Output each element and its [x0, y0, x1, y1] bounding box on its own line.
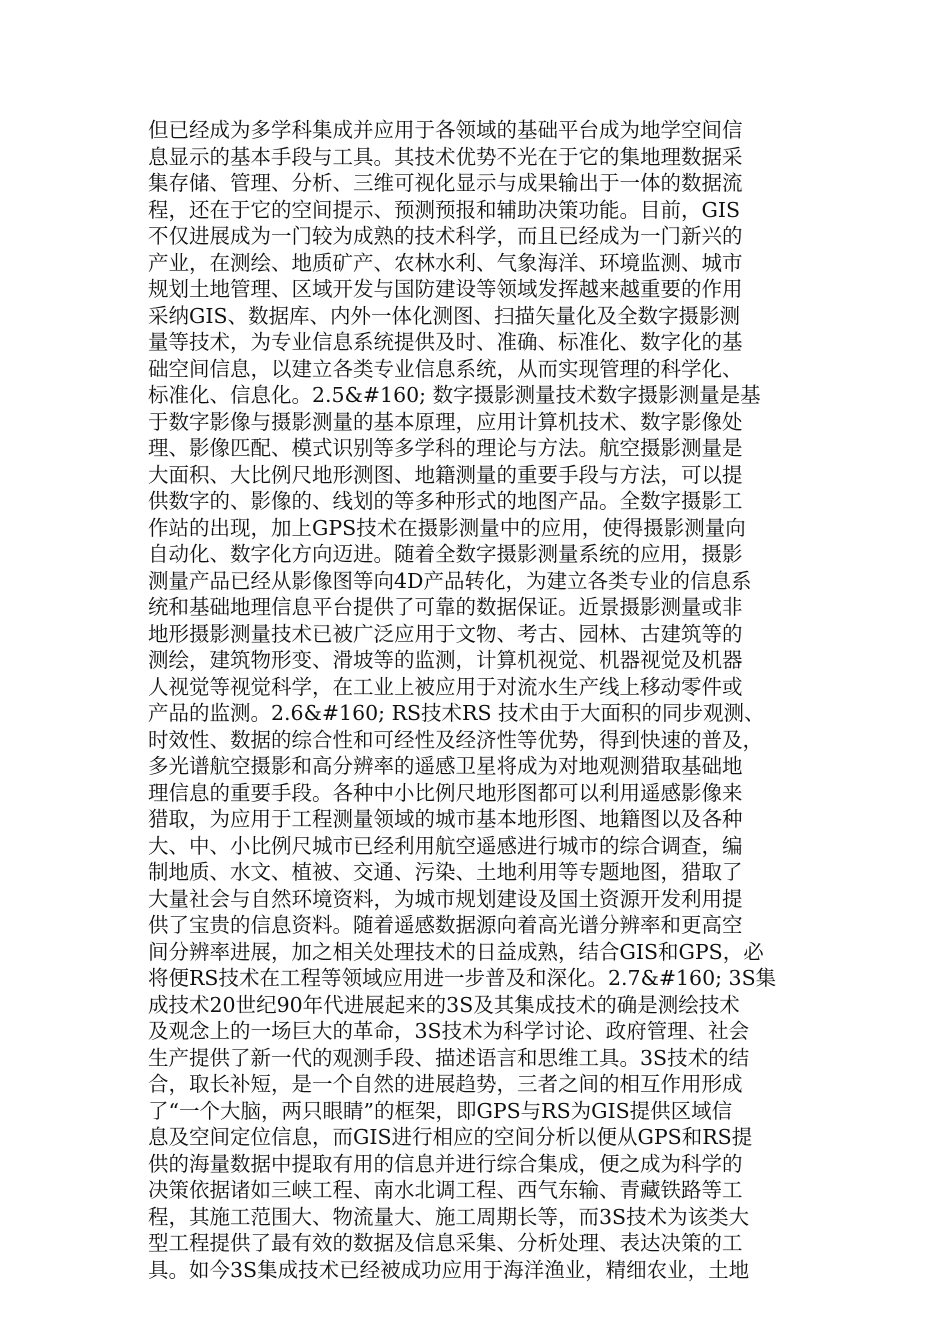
- text-line-44: 具。如今3S集成技术已经被成功应用于海洋渔业，精细农业，土地: [148, 1257, 750, 1282]
- text-line-32: 间分辨率进展，加之相关处理技术的日益成熟，结合GIS和GPS，必: [148, 939, 764, 964]
- text-line-34: 成技术20世纪90年代进展起来的3S及其集成技术的确是测绘技术: [148, 992, 740, 1017]
- text-line-27: 猎取，为应用于工程测量领域的城市基本地形图、地籍图以及各种: [148, 807, 743, 831]
- text-line-14: 大面积、大比例尺地形测图、地籍测量的重要手段与方法，可以提: [148, 462, 743, 487]
- text-line-33: 将便RS技术在工程等领域应用进一步普及和深化。2.7&#160; 3S集: [148, 966, 777, 990]
- text-line-42: 程，其施工范围大、物流量大、施工周期长等，而3S技术为该类大: [148, 1204, 750, 1229]
- text-line-40: 供的海量数据中提取有用的信息并进行综合集成，便之成为科学的: [148, 1151, 743, 1176]
- text-line-25: 多光谱航空摄影和高分辨率的遥感卫星将成为对地观测猎取基础地: [148, 754, 743, 778]
- text-line-7: 规划土地管理、区域开发与国防建设等领域发挥越来越重要的作用: [148, 277, 743, 301]
- text-line-22: 人视觉等视觉科学，在工业上被应用于对流水生产线上移动零件或: [148, 674, 743, 699]
- text-line-18: 测量产品已经从影像图等向4D产品转化，为建立各类专业的信息系: [148, 568, 752, 593]
- text-line-13: 理、影像匹配、模式识别等多学科的理论与方法。航空摄影测量是: [148, 436, 743, 460]
- text-line-39: 息及空间定位信息，而GIS进行相应的空间分析以便从GPS和RS提: [148, 1125, 753, 1149]
- text-line-23: 产品的监测。2.6&#160; RS技术RS 技术由于大面积的同步观测、: [148, 701, 765, 725]
- text-line-17: 自动化、数字化方向迈进。随着全数字摄影测量系统的应用，摄影: [148, 542, 743, 566]
- text-line-10: 础空间信息，以建立各类专业信息系统，从而实现管理的科学化、: [148, 356, 743, 381]
- text-line-36: 生产提供了新一代的观测手段、描述语言和思维工具。3S技术的结: [148, 1045, 750, 1070]
- text-line-19: 统和基础地理信息平台提供了可靠的数据保证。近景摄影测量或非: [148, 595, 743, 619]
- text-line-2: 息显示的基本手段与工具。其技术优势不光在于它的集地理数据采: [148, 144, 743, 169]
- text-line-4: 程，还在于它的空间提示、预测预报和辅助决策功能。目前，GIS: [148, 197, 741, 222]
- text-line-6: 产业，在测绘、地质矿产、农林水利、气象海洋、环境监测、城市: [148, 250, 743, 275]
- text-line-20: 地形摄影测量技术已被广泛应用于文物、考古、园林、古建筑等的: [148, 621, 743, 646]
- text-line-16: 作站的出现，加上GPS技术在摄影测量中的应用，使得摄影测量向: [148, 515, 746, 540]
- body-text: [148, 117, 808, 1283]
- text-line-5: 不仅进展成为一门较为成熟的技术科学，而且已经成为一门新兴的: [148, 224, 743, 248]
- text-line-28: 大、中、小比例尺城市已经利用航空遥感进行城市的综合调查，编: [148, 833, 743, 858]
- text-line-15: 供数字的、影像的、线划的等多种形式的地图产品。全数字摄影工: [148, 489, 743, 513]
- text-line-38: 了“一个大脑，两只眼睛”的框架，即GPS与RS为GIS提供区域信: [148, 1098, 733, 1123]
- text-line-24: 时效性、数据的综合性和可经性及经济性等优势，得到快速的普及，: [148, 727, 763, 752]
- text-line-31: 供了宝贵的信息资料。随着遥感数据源向着高光谱分辨率和更高空: [148, 913, 743, 937]
- text-line-1: 但已经成为多学科集成并应用于各领域的基础平台成为地学空间信: [148, 118, 743, 142]
- text-line-26: 理信息的重要手段。各种中小比例尺地形图都可以利用遥感影像来: [148, 780, 743, 805]
- text-line-35: 及观念上的一场巨大的革命，3S技术为科学讨论、政府管理、社会: [148, 1019, 750, 1043]
- text-line-9: 量等技术，为专业信息系统提供及时、准确、标准化、数字化的基: [148, 330, 743, 354]
- text-line-12: 于数字影像与摄影测量的基本原理，应用计算机技术、数字影像处: [148, 409, 743, 434]
- text-line-11: 标准化、信息化。2.5&#160; 数字摄影测量技术数字摄影测量是基: [148, 383, 761, 407]
- text-line-41: 决策依据诸如三峡工程、南水北调工程、西气东输、青藏铁路等工: [148, 1178, 743, 1202]
- text-line-29: 制地质、水文、植被、交通、污染、土地利用等专题地图，猎取了: [148, 860, 743, 884]
- text-line-21: 测绘，建筑物形变、滑坡等的监测，计算机视觉、机器视觉及机器: [148, 648, 743, 672]
- text-line-43: 型工程提供了最有效的数据及信息采集、分析处理、表达决策的工: [148, 1231, 743, 1255]
- text-line-37: 合，取长补短，是一个自然的进展趋势，三者之间的相互作用形成: [148, 1072, 743, 1096]
- text-line-3: 集存储、管理、分析、三维可视化显示与成果输出于一体的数据流: [148, 171, 743, 195]
- text-line-8: 采纳GIS、数据库、内外一体化测图、扫描矢量化及全数字摄影测: [148, 303, 741, 328]
- text-line-30: 大量社会与自然环境资料，为城市规划建设及国土资源开发利用提: [148, 886, 743, 911]
